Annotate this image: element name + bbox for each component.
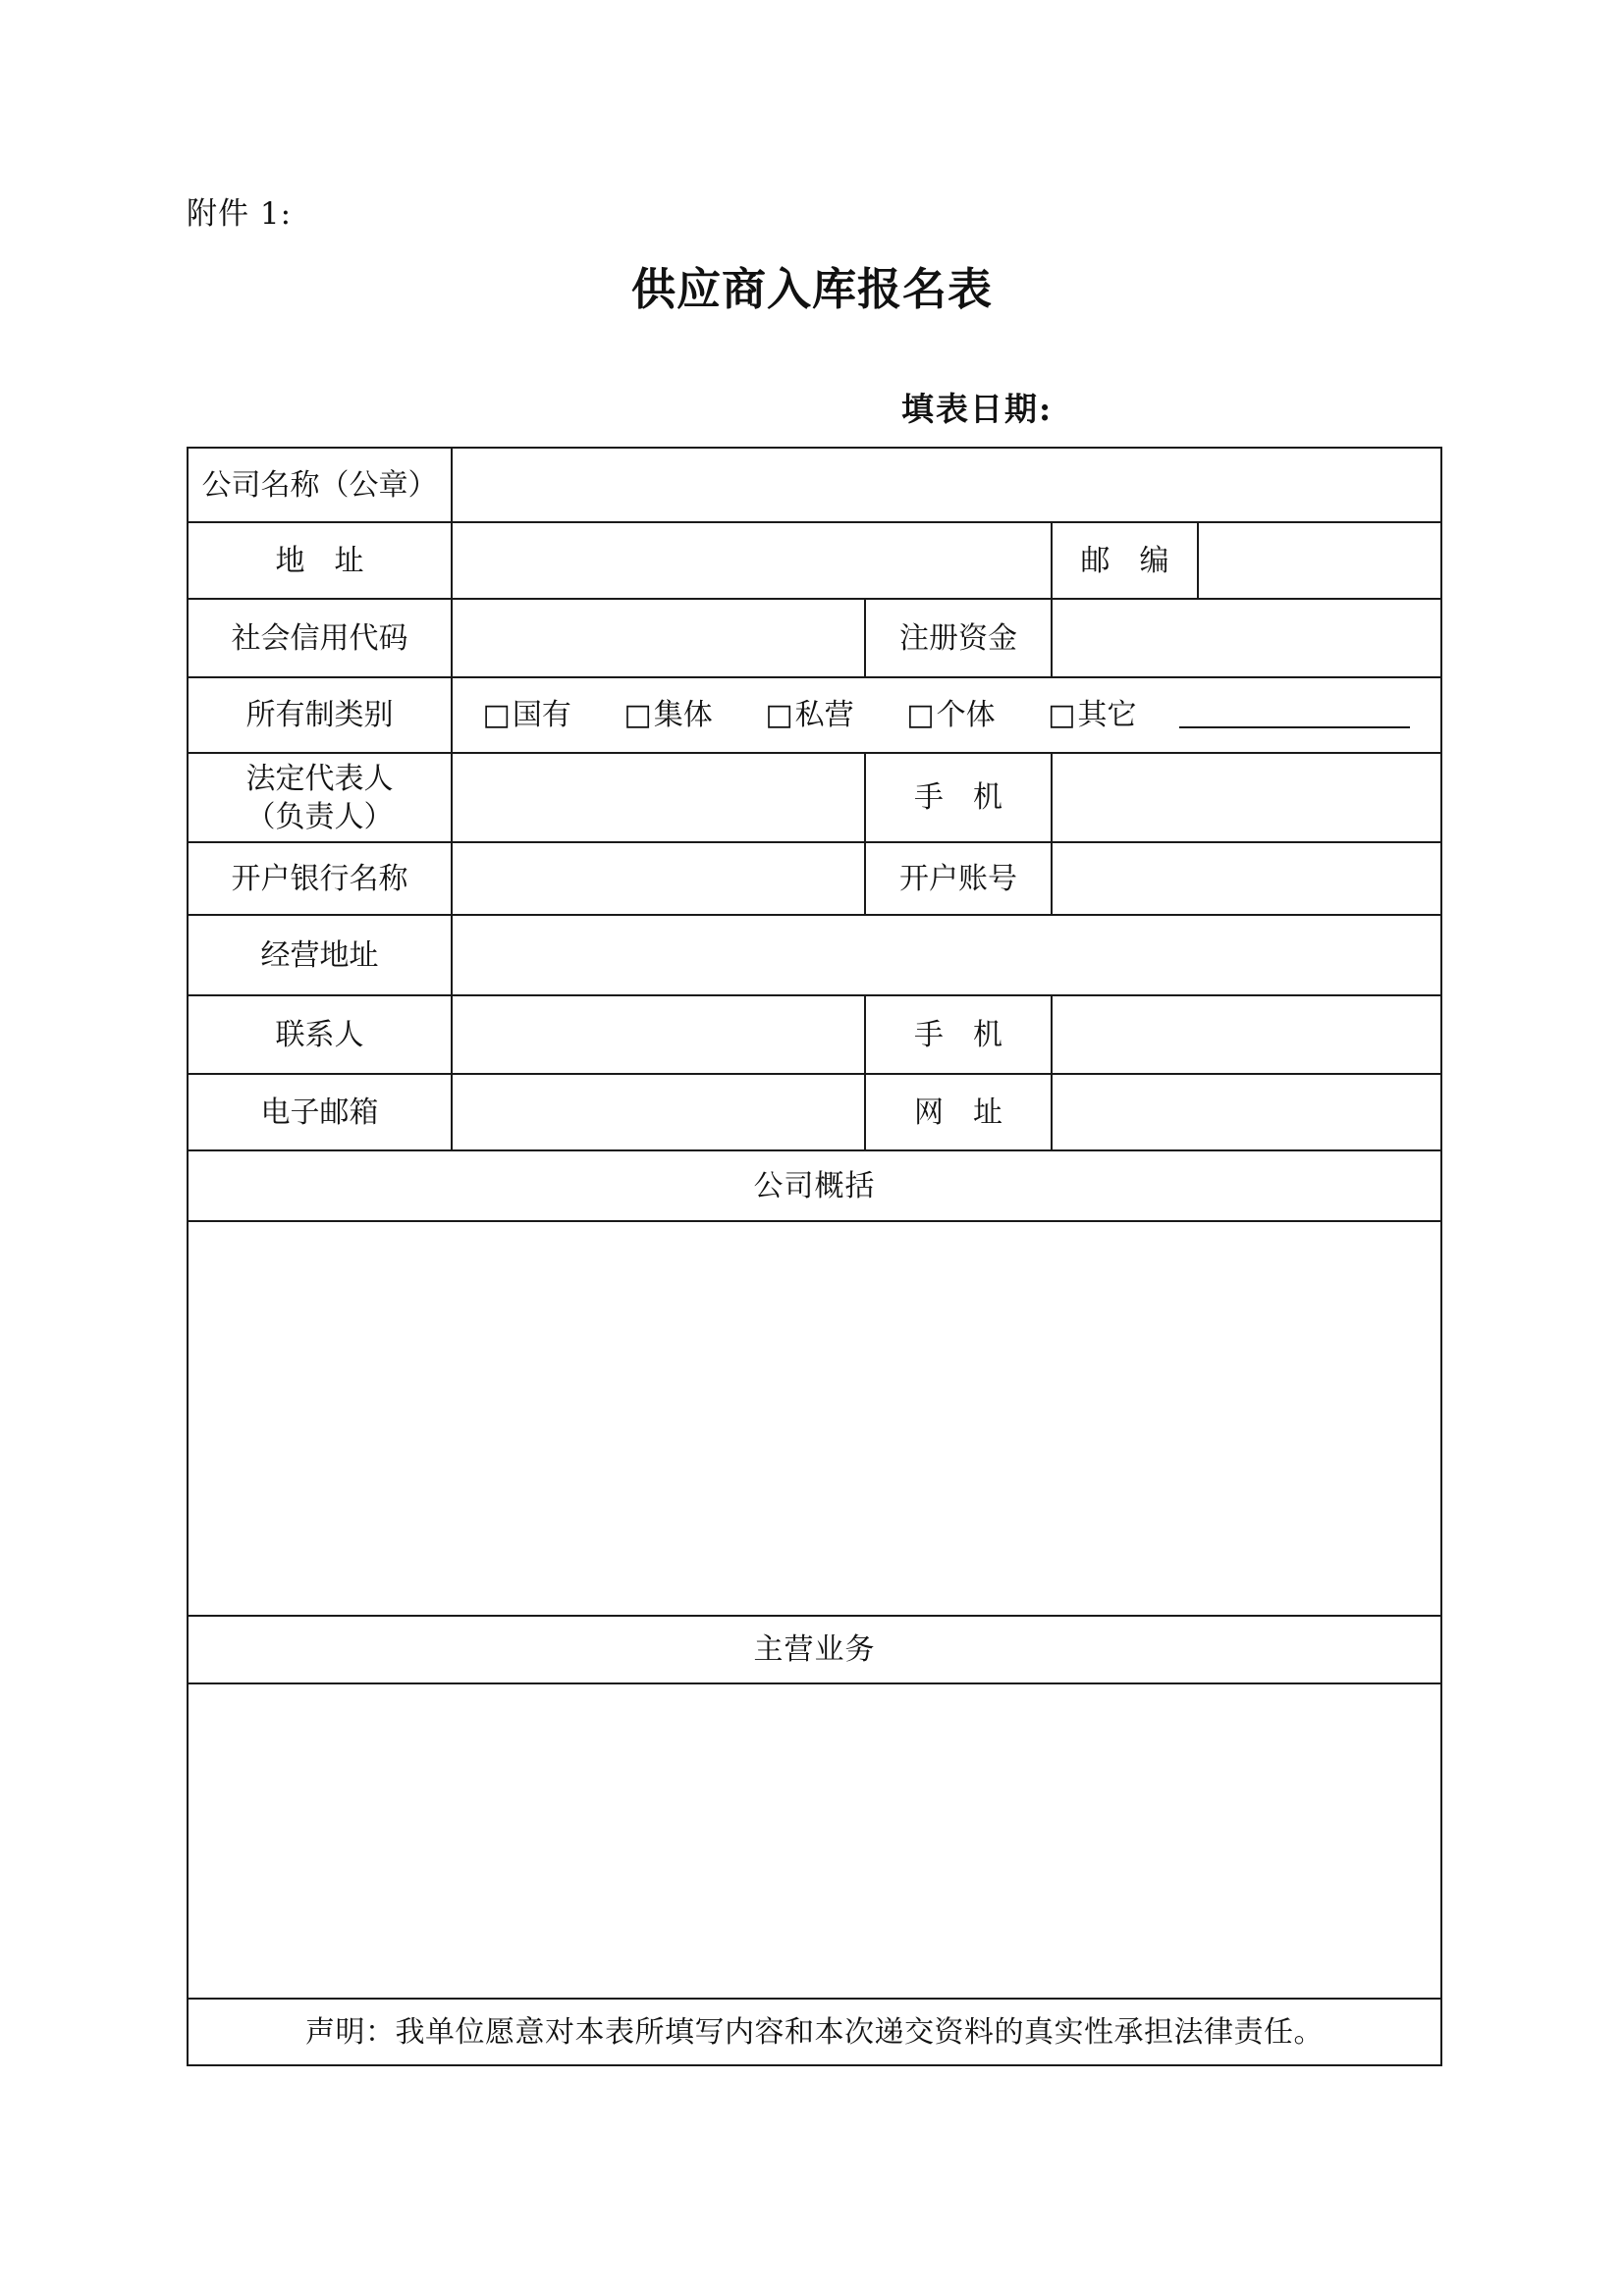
company-name-field[interactable] — [452, 448, 1441, 522]
table-row — [188, 522, 1441, 599]
company-name-label: 公司名称（公章） — [188, 448, 452, 522]
business-address-label: 经营地址 — [188, 915, 452, 995]
address-label: 地 址 — [188, 522, 452, 599]
page-title: 供应商入库报名表 — [630, 263, 993, 315]
bank-name-label: 开户银行名称 — [188, 842, 452, 915]
ownership-option-state-owned[interactable] — [483, 698, 571, 732]
postal-code-label: 邮 编 — [1052, 522, 1198, 599]
business-address-field[interactable] — [452, 915, 1441, 995]
table-row — [188, 599, 1441, 677]
table-row — [188, 1150, 1441, 1221]
table-row — [188, 448, 1441, 522]
registered-capital-label: 注册资金 — [865, 599, 1052, 677]
attachment-label: 附件 1: — [187, 196, 293, 232]
address-field[interactable] — [452, 522, 1052, 599]
supplier-registration-form-table — [187, 447, 1442, 2066]
table-row — [188, 677, 1441, 753]
company-overview-header: 公司概括 — [188, 1150, 1441, 1221]
postal-code-field[interactable] — [1198, 522, 1441, 599]
fill-date-label: 填表日期: — [901, 390, 1054, 428]
ownership-option-label: 集体 — [653, 698, 713, 732]
table-row — [188, 1616, 1441, 1683]
website-field[interactable] — [1052, 1074, 1441, 1150]
ownership-option-private[interactable] — [765, 698, 853, 732]
website-label: 网 址 — [865, 1074, 1052, 1150]
main-business-area[interactable] — [188, 1683, 1441, 1999]
table-row — [188, 1683, 1441, 1999]
bank-name-field[interactable] — [452, 842, 865, 915]
table-row — [188, 753, 1441, 842]
legal-representative-field[interactable] — [452, 753, 865, 842]
credit-code-label: 社会信用代码 — [188, 599, 452, 677]
main-business-header: 主营业务 — [188, 1616, 1441, 1683]
ownership-option-other[interactable] — [1048, 698, 1136, 732]
table-row — [188, 1999, 1441, 2065]
mobile-field[interactable] — [1052, 753, 1441, 842]
contact-person-label: 联系人 — [188, 995, 452, 1074]
ownership-option-label: 国有 — [512, 698, 571, 732]
company-overview-area[interactable] — [188, 1221, 1441, 1616]
ownership-option-label: 个体 — [936, 698, 996, 732]
bank-account-field[interactable] — [1052, 842, 1441, 915]
ownership-option-label: 私营 — [794, 698, 854, 732]
contact-mobile-label: 手 机 — [865, 995, 1052, 1074]
table-row — [188, 842, 1441, 915]
checkbox-icon: □ — [482, 698, 511, 732]
registered-capital-field[interactable] — [1052, 599, 1441, 677]
ownership-type-label: 所有制类别 — [188, 677, 452, 753]
ownership-options-cell — [452, 677, 1441, 753]
email-label: 电子邮箱 — [188, 1074, 452, 1150]
contact-person-field[interactable] — [452, 995, 865, 1074]
checkbox-icon: □ — [623, 698, 652, 732]
table-row — [188, 1221, 1441, 1616]
table-row — [188, 1074, 1441, 1150]
ownership-option-collective[interactable] — [623, 698, 712, 732]
credit-code-field[interactable] — [452, 599, 865, 677]
table-row — [188, 995, 1441, 1074]
table-row — [188, 915, 1441, 995]
checkbox-icon: □ — [765, 698, 793, 732]
bank-account-label: 开户账号 — [865, 842, 1052, 915]
checkbox-icon: □ — [906, 698, 935, 732]
mobile-label: 手 机 — [865, 753, 1052, 842]
declaration-text: 声明：我单位愿意对本表所填写内容和本次递交资料的真实性承担法律责任。 — [188, 1999, 1441, 2065]
ownership-option-individual[interactable] — [906, 698, 995, 732]
checkbox-icon: □ — [1048, 698, 1076, 732]
ownership-option-label: 其它 — [1077, 698, 1137, 732]
email-field[interactable] — [452, 1074, 865, 1150]
legal-representative-label: 法定代表人 （负责人） — [188, 753, 452, 842]
contact-mobile-field[interactable] — [1052, 995, 1441, 1074]
ownership-other-blank-field[interactable] — [1179, 697, 1410, 728]
